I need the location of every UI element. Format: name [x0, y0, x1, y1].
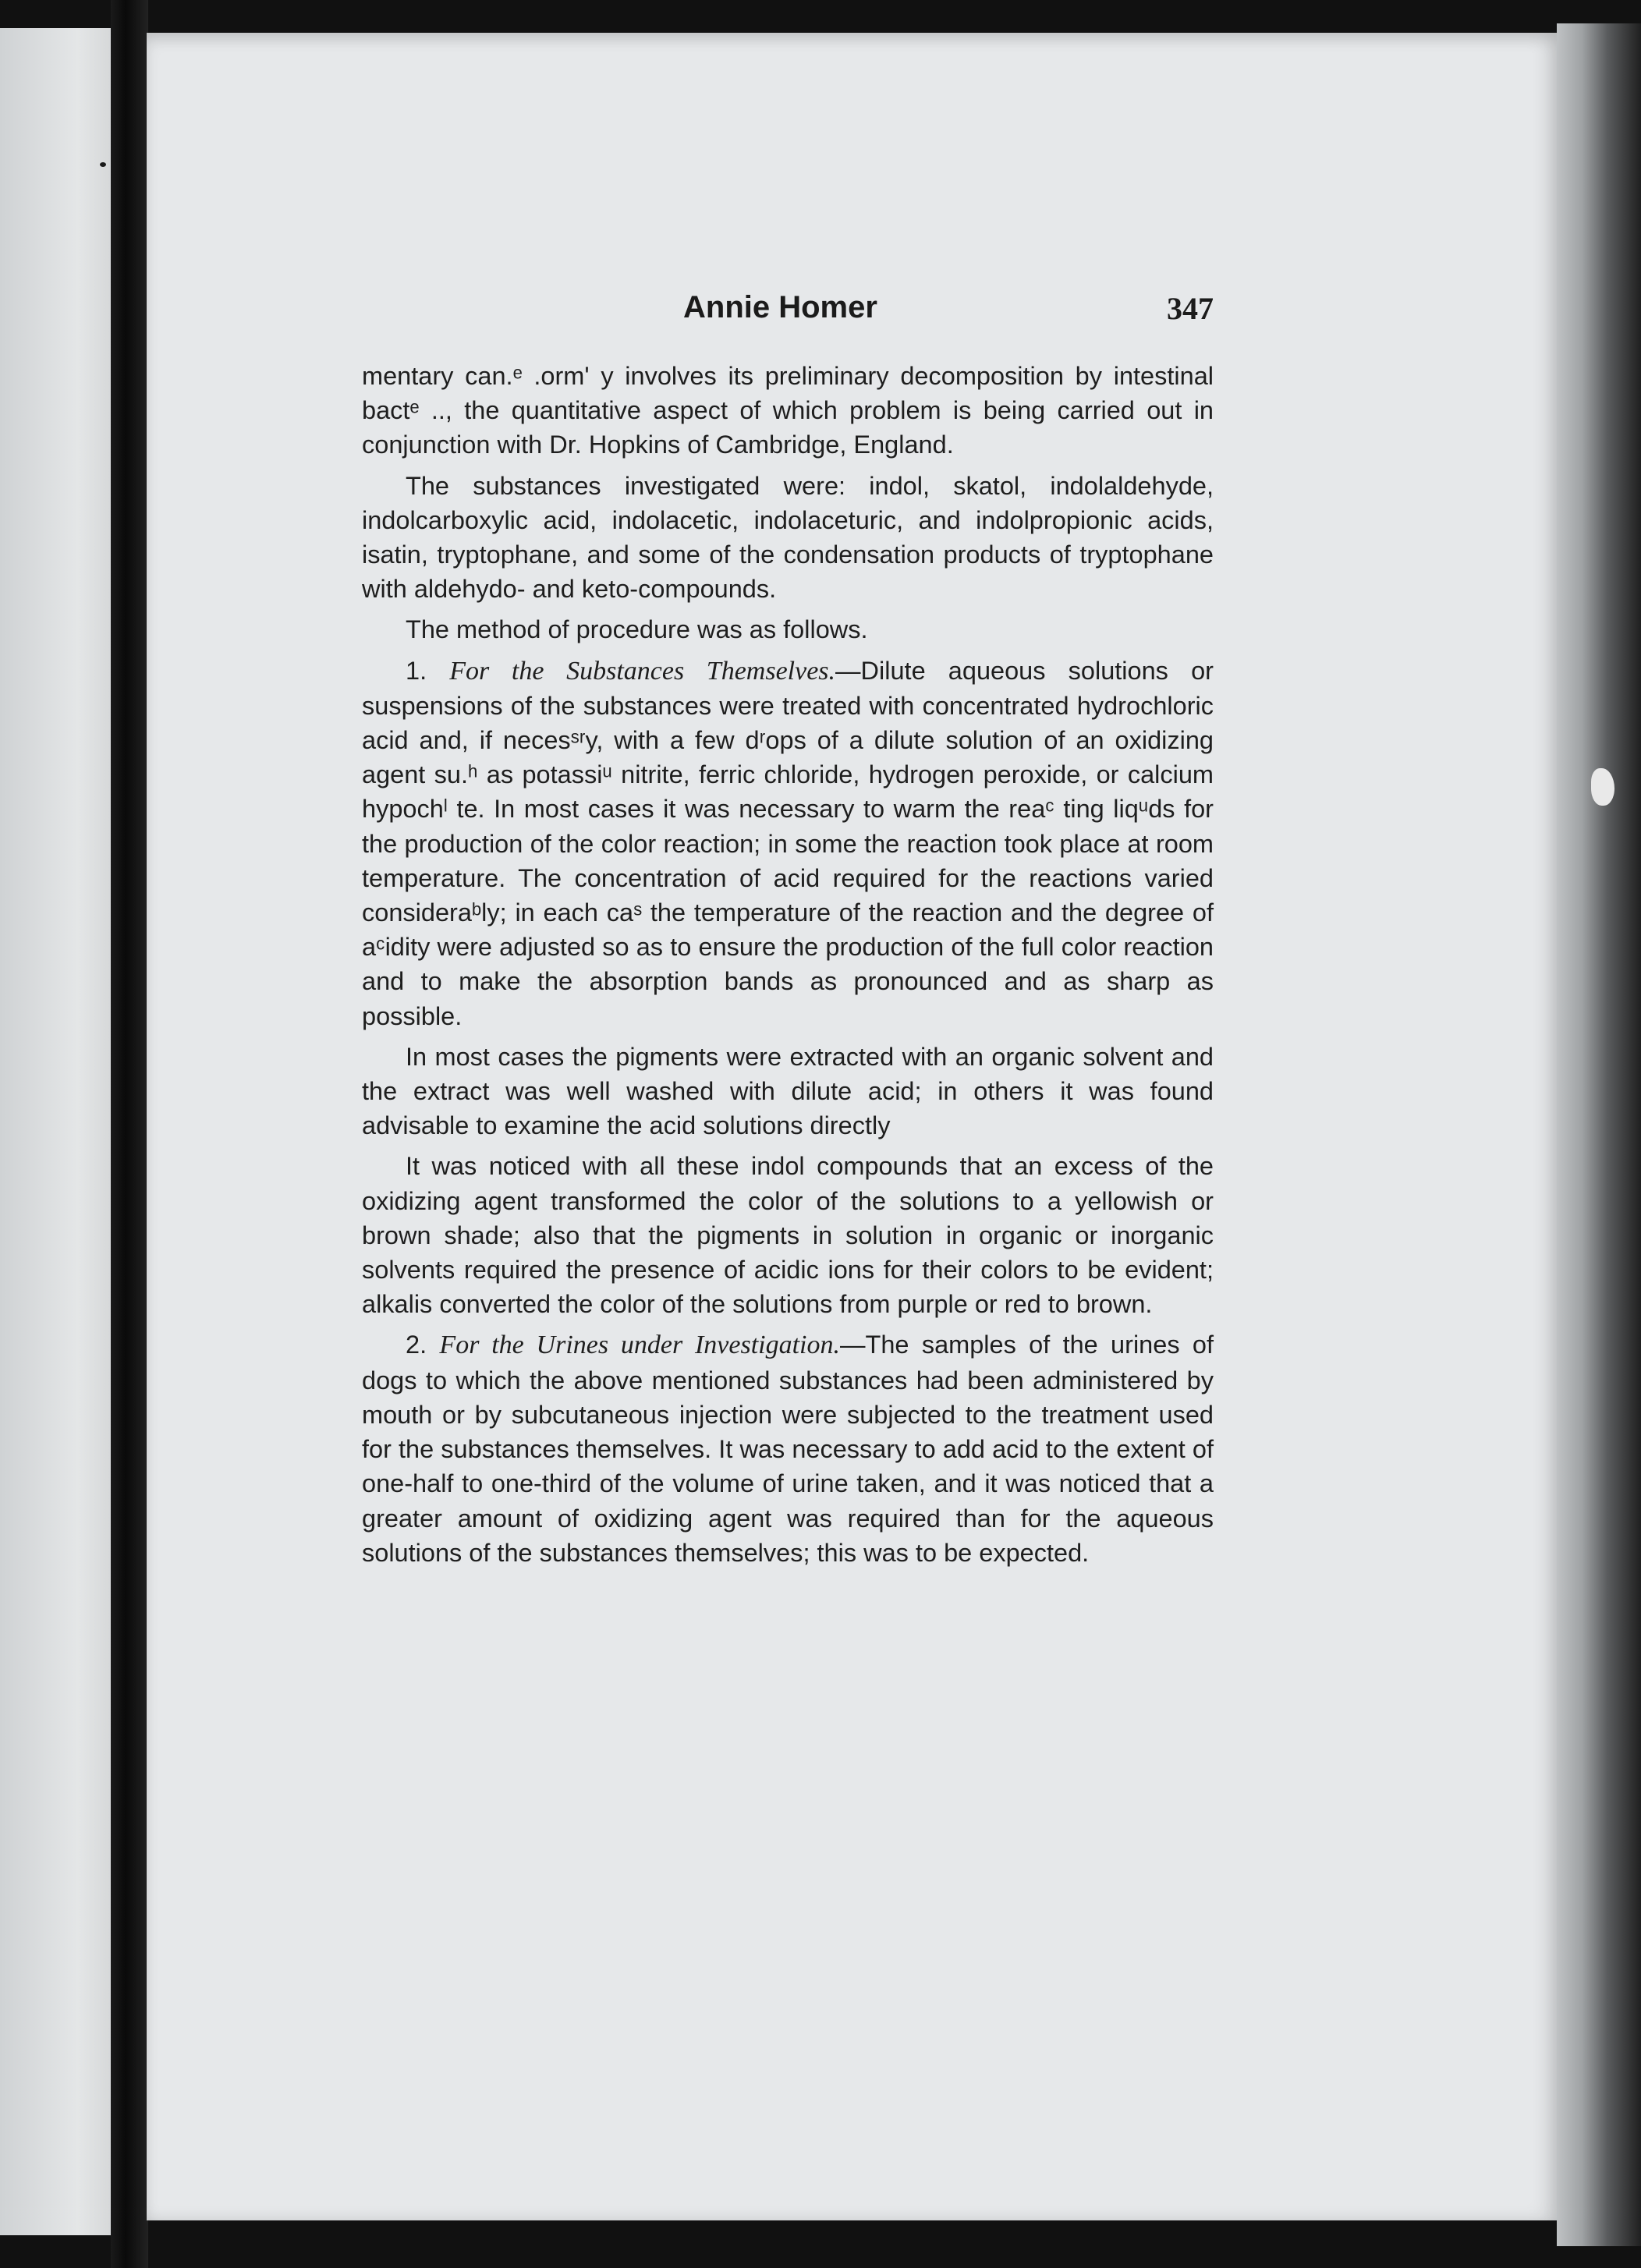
paragraph [362, 612, 1214, 647]
paragraph-text: —Dilute aqueous solutions or suspensions of the substances were treated with concentrated hydrochloric acid and, if necesˢʳy, with a few dʳops of a dilute solution of an oxidizing agent su.ʰ as potassiᵘ nitrite, ferric chloride, hydrogen peroxide, or calcium hypochˡ te. In most cases it was necessary to warm the reaᶜ ting liqᵘds for the production of the color reaction; in some the reaction took place at room temperature. The concentration of acid required for the reactions varied consideraᵇly; in each caˢ the temperature of the reaction and the degree of aᶜidity were adjusted so as to ensure the production of the full color reaction and to make the absorption bands as pronounced and as sharp as possible. [362, 656, 1214, 1030]
running-header [362, 290, 1214, 337]
facing-page-edge [0, 28, 111, 2235]
section-heading: For the Substances Themselves. [449, 656, 836, 686]
scan-speck [1591, 768, 1614, 806]
paragraph-text: In most cases the pigments were extracted with an organic solvent and the extract was well washed with dilute acid; in others it was found advisable to examine the acid solutions directly [362, 1042, 1214, 1140]
paragraph [362, 1327, 1214, 1569]
page-stack-edge [1557, 23, 1641, 2246]
paragraph [362, 654, 1214, 1033]
paragraph [362, 359, 1214, 462]
paragraph-text: mentary can.ᵉ .ormʹ y involves its preliminary decomposition by intestinal bactᵉ .., the quantitative aspect of which problem is being carried out in conjunction with Dr. Hopkins of Cambridge, England. [362, 362, 1214, 459]
paragraph-text: It was noticed with all these indol compounds that an excess of the oxidizing agent transformed the color of the solutions to a yellowish or brown shade; also that the pigments in solution in organic or inorganic solvents required the presence of acidic ions for their colors to be evident; alkalis converted the color of the solutions from purple or red to brown. [362, 1152, 1214, 1319]
scan-speck [100, 162, 106, 167]
section-heading: For the Urines under Investigation. [439, 1331, 840, 1360]
section-number: 1. [406, 656, 450, 685]
paragraph [362, 1040, 1214, 1143]
page-number: 347 [1167, 291, 1214, 326]
body-text [362, 359, 1214, 1576]
paragraph [362, 469, 1214, 607]
paragraph [362, 1149, 1214, 1321]
paragraph-text: —The samples of the urines of dogs to which the above mentioned substances had been administered by mouth or by subcutaneous injection were subjected to the treatment used for the substances themselves. It was necessary to add acid to the extent of one-half to one-third of the volume of urine taken, and it was noticed that a greater amount of oxidizing agent was required than for the aqueous solutions of the substances themselves; this was to be expected. [362, 1331, 1214, 1567]
section-number: 2. [406, 1331, 440, 1359]
book-gutter [111, 0, 148, 2268]
paragraph-text: The method of procedure was as follows. [406, 615, 868, 644]
running-title: Annie Homer [683, 290, 877, 324]
paragraph-text: The substances investigated were: indol, skatol, indolaldehyde, indolcarboxylic acid, indolacetic, indolaceturic, and indolpropionic acids, isatin, tryptophane, and some of the condensation products of tryptophane with aldehydo- and keto-compounds. [362, 471, 1214, 604]
